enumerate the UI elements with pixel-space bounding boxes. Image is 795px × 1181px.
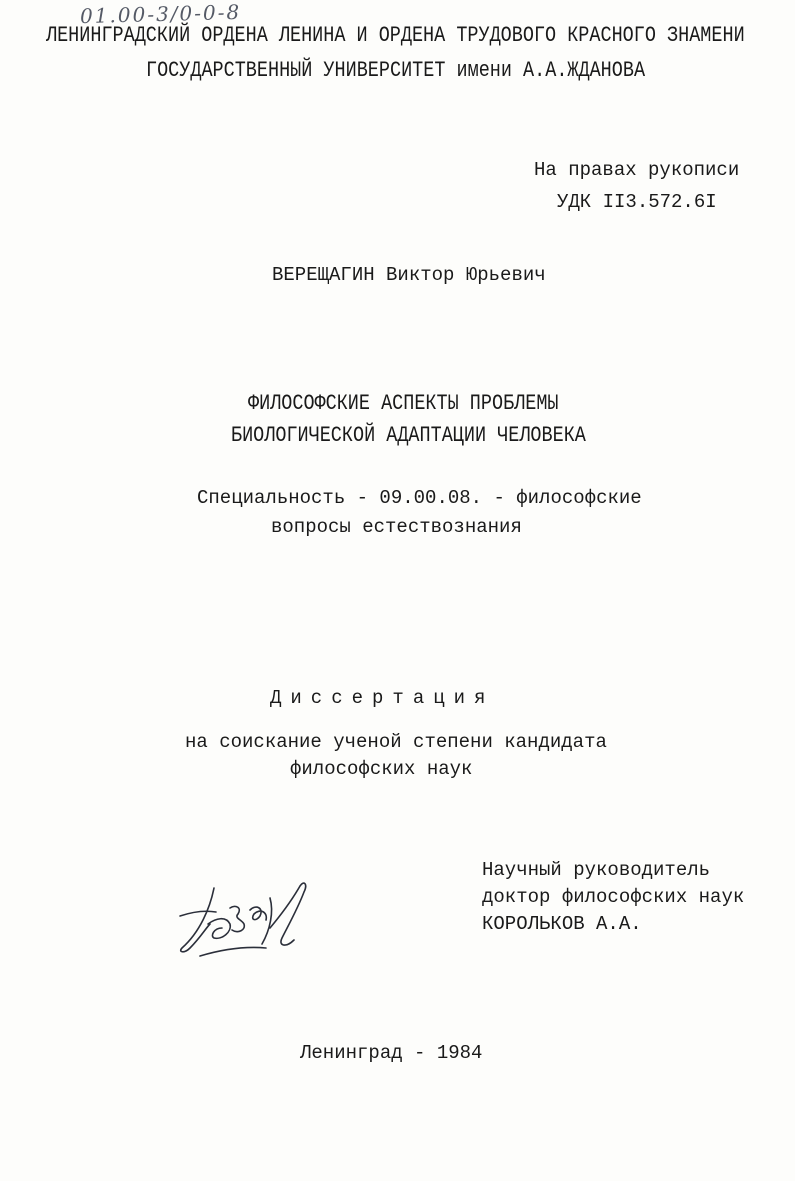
manuscript-rights: На правах рукописи <box>534 159 740 181</box>
thesis-title-line-2: БИОЛОГИЧЕСКОЙ АДАПТАЦИИ ЧЕЛОВЕКА <box>231 423 586 448</box>
degree-line-2: философских наук <box>290 758 473 780</box>
institution-line-1: ЛЕНИНГРАДСКИЙ ОРДЕНА ЛЕНИНА И ОРДЕНА ТРУДОВОГО КРАСНОГО ЗНАМЕНИ <box>46 23 745 48</box>
specialty-line-2: вопросы естествознания <box>271 516 522 538</box>
work-type: Диссертация <box>270 687 495 709</box>
archive-mark: 01.00-3/0-0-8 <box>79 0 242 29</box>
supervisor-rank: доктор философских наук <box>482 886 745 908</box>
degree-line-1: на соискание ученой степени кандидата <box>185 731 607 753</box>
udk-code: УДК II3.572.6I <box>557 191 717 213</box>
handwritten-signature <box>170 868 330 968</box>
institution-line-2: ГОСУДАРСТВЕННЫЙ УНИВЕРСИТЕТ имени А.А.ЖДАНОВА <box>146 58 646 83</box>
thesis-title-line-1: ФИЛОСОФСКИЕ АСПЕКТЫ ПРОБЛЕМЫ <box>248 391 559 416</box>
author-name: ВЕРЕЩАГИН Виктор Юрьевич <box>272 264 546 286</box>
specialty-line-1: Специальность - 09.00.08. - философские <box>197 487 642 509</box>
place-and-year: Ленинград - 1984 <box>300 1042 483 1064</box>
supervisor-name: КОРОЛЬКОВ А.А. <box>482 913 642 935</box>
supervisor-role: Научный руководитель <box>482 859 711 881</box>
